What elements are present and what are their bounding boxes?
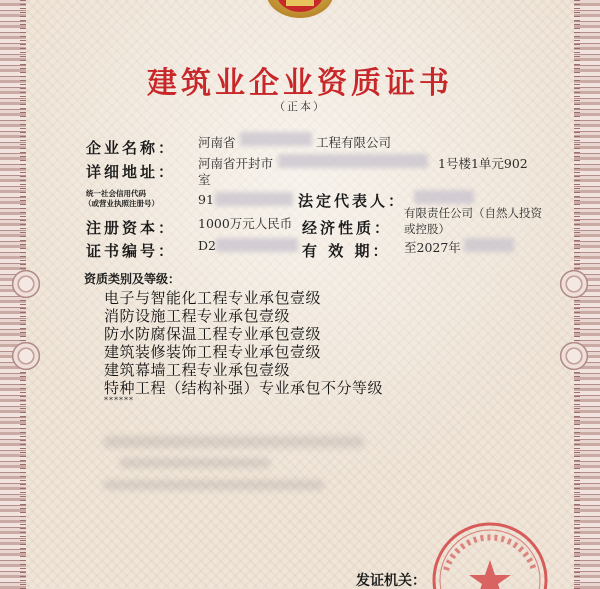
validity-label: 有 效 期： bbox=[302, 242, 391, 260]
qualification-item: 特种工程（结构补强）专业承包不分等级 bbox=[104, 379, 384, 397]
national-emblem-icon bbox=[264, 0, 336, 18]
address-value-line1-tail: 1号楼1单元902 bbox=[438, 156, 528, 171]
certificate-number-value-prefix: D2 bbox=[198, 238, 216, 253]
official-seal-icon bbox=[430, 520, 550, 589]
certificate-subtitle: （正本） bbox=[274, 100, 326, 113]
address-label: 详细地址： bbox=[86, 163, 177, 181]
faint-smudge bbox=[104, 480, 324, 490]
address-value-line2: 室 bbox=[198, 172, 211, 187]
left-border-rosette bbox=[10, 268, 42, 300]
qualifications-label: 资质类别及等级： bbox=[84, 272, 181, 286]
registered-capital-value: 1000万元人民币 bbox=[198, 216, 293, 231]
faint-smudge bbox=[120, 458, 270, 468]
qualification-item: 建筑装修装饰工程专业承包壹级 bbox=[104, 343, 322, 361]
redacted-block bbox=[215, 192, 293, 206]
redacted-block bbox=[216, 238, 298, 252]
company-name-value-suffix: 工程有限公司 bbox=[316, 135, 392, 150]
economic-nature-value-line1: 有限责任公司（自然人投资 bbox=[404, 206, 542, 220]
faint-smudge bbox=[104, 436, 364, 448]
economic-nature-value-line2: 或控股） bbox=[404, 222, 450, 236]
company-name-value-prefix: 河南省 bbox=[198, 135, 236, 150]
certificate-number-label: 证书编号： bbox=[86, 242, 177, 260]
redacted-block bbox=[464, 238, 514, 252]
credit-code-label-line2: （或营业执照注册号） bbox=[84, 199, 159, 208]
address-value-line1: 河南省开封市 bbox=[198, 156, 274, 171]
right-border-rosette bbox=[558, 268, 590, 300]
qualification-item: 消防设施工程专业承包壹级 bbox=[104, 307, 291, 325]
certificate-title: 建筑业企业资质证书 bbox=[147, 66, 453, 101]
credit-code-value-prefix: 91 bbox=[198, 192, 214, 207]
legal-representative-label: 法定代表人： bbox=[298, 192, 407, 210]
registered-capital-label: 注册资本： bbox=[86, 219, 177, 237]
redacted-block bbox=[278, 154, 428, 168]
company-name-label: 企业名称： bbox=[86, 139, 177, 157]
qualification-item: 建筑幕墙工程专业承包壹级 bbox=[104, 361, 291, 379]
redacted-block bbox=[414, 190, 474, 204]
credit-code-label-line1: 统一社会信用代码 bbox=[86, 189, 146, 198]
validity-value-prefix: 至2027年 bbox=[404, 240, 461, 255]
right-border-rosette bbox=[558, 340, 590, 372]
left-border-rosette bbox=[10, 340, 42, 372]
economic-nature-label: 经济性质： bbox=[302, 219, 393, 237]
issuing-authority-label: 发证机关： bbox=[356, 573, 426, 589]
qualification-item: 电子与智能化工程专业承包壹级 bbox=[104, 289, 322, 307]
redacted-block bbox=[240, 132, 312, 146]
qualifications-terminator: ****** bbox=[104, 396, 134, 405]
qualification-item: 防水防腐保温工程专业承包壹级 bbox=[104, 325, 322, 343]
